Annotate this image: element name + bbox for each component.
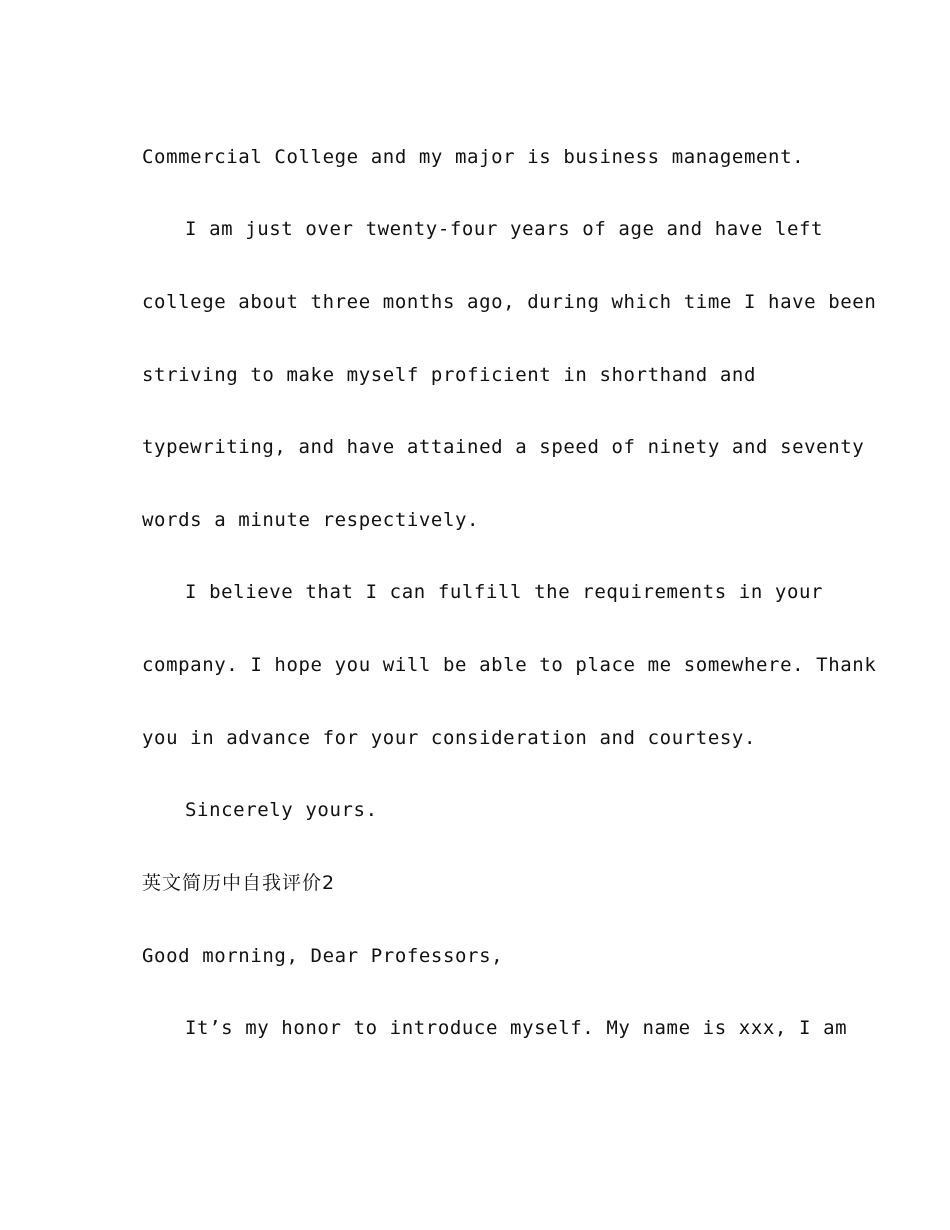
- closing-line: Sincerely yours.: [185, 799, 378, 821]
- text-line: striving to make myself proficient in shorthand and: [142, 364, 756, 386]
- section-heading: 英文简历中自我评价2: [142, 872, 336, 894]
- text-line: typewriting, and have attained a speed of ninety and seventy: [142, 436, 865, 458]
- text-line: you in advance for your consideration and courtesy.: [142, 727, 756, 749]
- text-line: words a minute respectively.: [142, 509, 480, 531]
- text-line: company. I hope you will be able to place me somewhere. Thank: [142, 654, 877, 676]
- paragraph-line: I am just over twenty-four years of age and have left: [185, 218, 824, 240]
- paragraph-line: It’s my honor to introduce myself. My name is xxx, I am: [185, 1017, 848, 1039]
- greeting-line: Good morning, Dear Professors,: [142, 945, 504, 967]
- text-line: college about three months ago, during which time I have been: [142, 291, 877, 313]
- text-line: Commercial College and my major is business management.: [142, 146, 805, 168]
- paragraph-line: I believe that I can fulfill the requirements in your: [185, 581, 824, 603]
